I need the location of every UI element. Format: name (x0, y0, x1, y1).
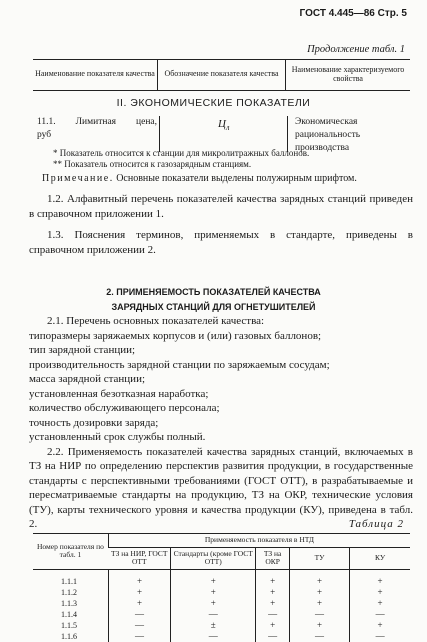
applicability-mark: + (289, 620, 349, 631)
list-item: масса зарядной станции; (29, 373, 146, 386)
list-item: тип зарядной станции; (29, 344, 136, 357)
applicability-mark: + (289, 587, 349, 598)
applicability-mark: — (171, 631, 256, 642)
table2-col: ТЗ на ОКР (256, 547, 290, 569)
applicability-mark: + (256, 587, 290, 598)
table2-col: КУ (350, 547, 410, 569)
applicability-mark: + (350, 598, 410, 609)
table-row (33, 587, 410, 598)
table2-col: ТУ (289, 547, 349, 569)
table-row (33, 620, 410, 631)
table2-col: ТЗ на НИР, ГОСТ ОТТ (108, 547, 170, 569)
note (42, 173, 357, 184)
applicability-mark: + (350, 587, 410, 598)
applicability-mark: + (171, 598, 256, 609)
footnote: ** Показатель относится к газозарядным станциям. (53, 159, 252, 169)
applicability-mark: — (108, 631, 170, 642)
row-number: 1.1.4 (61, 609, 77, 619)
column-divider (159, 116, 160, 152)
table1-col-name: Наименование показателя качества (33, 60, 157, 91)
note-text: Основные показатели выделены полужирным шрифтом. (113, 173, 357, 184)
table1-col-symbol: Обозначение показателя качества (157, 60, 285, 91)
table1-row-symbol: $Ц_л$ (218, 118, 230, 133)
table2-col-number: Номер показателя по табл. 1 (33, 534, 108, 570)
applicability-mark: + (289, 598, 349, 609)
row-number: 1.1.6 (61, 631, 77, 641)
table2-group-header: Применяемость показателя в НТД (108, 534, 410, 548)
footnote: * Показатель относится к станции для микролитражных баллонов. (53, 148, 310, 158)
table-row (33, 598, 410, 609)
applicability-mark: — (289, 609, 349, 620)
applicability-mark: — (256, 609, 290, 620)
paragraph-2-2: 2.2. Применяемость показателей качества зарядных станций, включаемых в ТЗ на НИР по определению перспектив развития продукции, в государственные стандарты с перспективными требованиями (ГОСТ ОТТ), в разрабатываемые и пересматриваемые стандарты на продукцию, ТЗ на ОКР, технические условия (ТУ), карты технического уровня и качества продукции (КУ), приведена в табл. 2. (29, 445, 413, 531)
row-number: 1.1.2 (61, 587, 77, 597)
applicability-mark: + (350, 569, 410, 587)
quality-indicator-list (29, 314, 413, 532)
applicability-mark: + (171, 569, 256, 587)
list-item: установленный срок службы полный. (29, 431, 206, 444)
row-number: 1.1.3 (61, 598, 77, 608)
table-row (33, 569, 410, 587)
applicability-mark: — (350, 631, 410, 642)
list-item: установленная безотказная наработка; (29, 387, 209, 400)
row-number: 1.1.1 (61, 576, 77, 586)
applicability-mark: — (256, 631, 290, 642)
paragraph-1-3: 1.3. Пояснения терминов, применяемых в стандарте, приведены в справочном приложении 2. (29, 229, 413, 256)
column-divider (287, 116, 288, 152)
applicability-mark: + (108, 587, 170, 598)
table1-row-property: Экономическая рациональность производства (295, 117, 361, 153)
table1-header (33, 59, 410, 91)
note-label: Примечание. (42, 173, 114, 184)
applicability-mark: — (108, 609, 170, 620)
applicability-mark: + (256, 598, 290, 609)
table2-col: Стандарты (кроме ГОСТ ОТТ) (171, 547, 256, 569)
table1-row-name: 11.1. Лимитная цена, руб (37, 117, 157, 140)
table-continuation: Продолжение табл. 1 (307, 44, 405, 55)
applicability-mark: — (171, 609, 256, 620)
applicability-mark: + (289, 569, 349, 587)
table-row (33, 609, 410, 620)
applicability-mark: + (256, 569, 290, 587)
applicability-mark: ± (171, 620, 256, 631)
applicability-mark: + (350, 620, 410, 631)
list-item: производительность зарядной станции по заряжаемым сосудам; (29, 358, 330, 371)
list-item: количество обслуживающего персонала; (29, 402, 220, 415)
paragraph-1-2: 1.2. Алфавитный перечень показателей качества зарядных станций приведен в справочном приложении 1. (29, 193, 413, 220)
applicability-mark: + (108, 598, 170, 609)
applicability-mark: + (171, 587, 256, 598)
applicability-mark: — (289, 631, 349, 642)
applicability-mark: + (256, 620, 290, 631)
table2-caption: Таблица 2 (348, 518, 404, 530)
table1-col-property: Наименование характеризуемого свойства (286, 60, 410, 91)
applicability-mark: — (108, 620, 170, 631)
row-number: 1.1.5 (61, 620, 77, 630)
list-item: типоразмеры заряжаемых корпусов и (или) газовых баллонов; (29, 329, 322, 342)
list-item: точность дозировки заряда; (29, 416, 159, 429)
applicability-mark: — (350, 609, 410, 620)
applicability-mark: + (108, 569, 170, 587)
table-row (33, 631, 410, 642)
page-header: ГОСТ 4.445—86 Стр. 5 (299, 8, 407, 19)
section-2-heading: 2. ПРИМЕНЯЕМОСТЬ ПОКАЗАТЕЛЕЙ КАЧЕСТВА ЗАРЯДНЫХ СТАНЦИЙ ДЛЯ ОГНЕТУШИТЕЛЕЙ (106, 287, 321, 312)
table1-section-title: II. ЭКОНОМИЧЕСКИЕ ПОКАЗАТЕЛИ (116, 97, 311, 109)
list-item: 2.1. Перечень основных показателей качества: (47, 315, 265, 327)
table2 (33, 533, 410, 642)
